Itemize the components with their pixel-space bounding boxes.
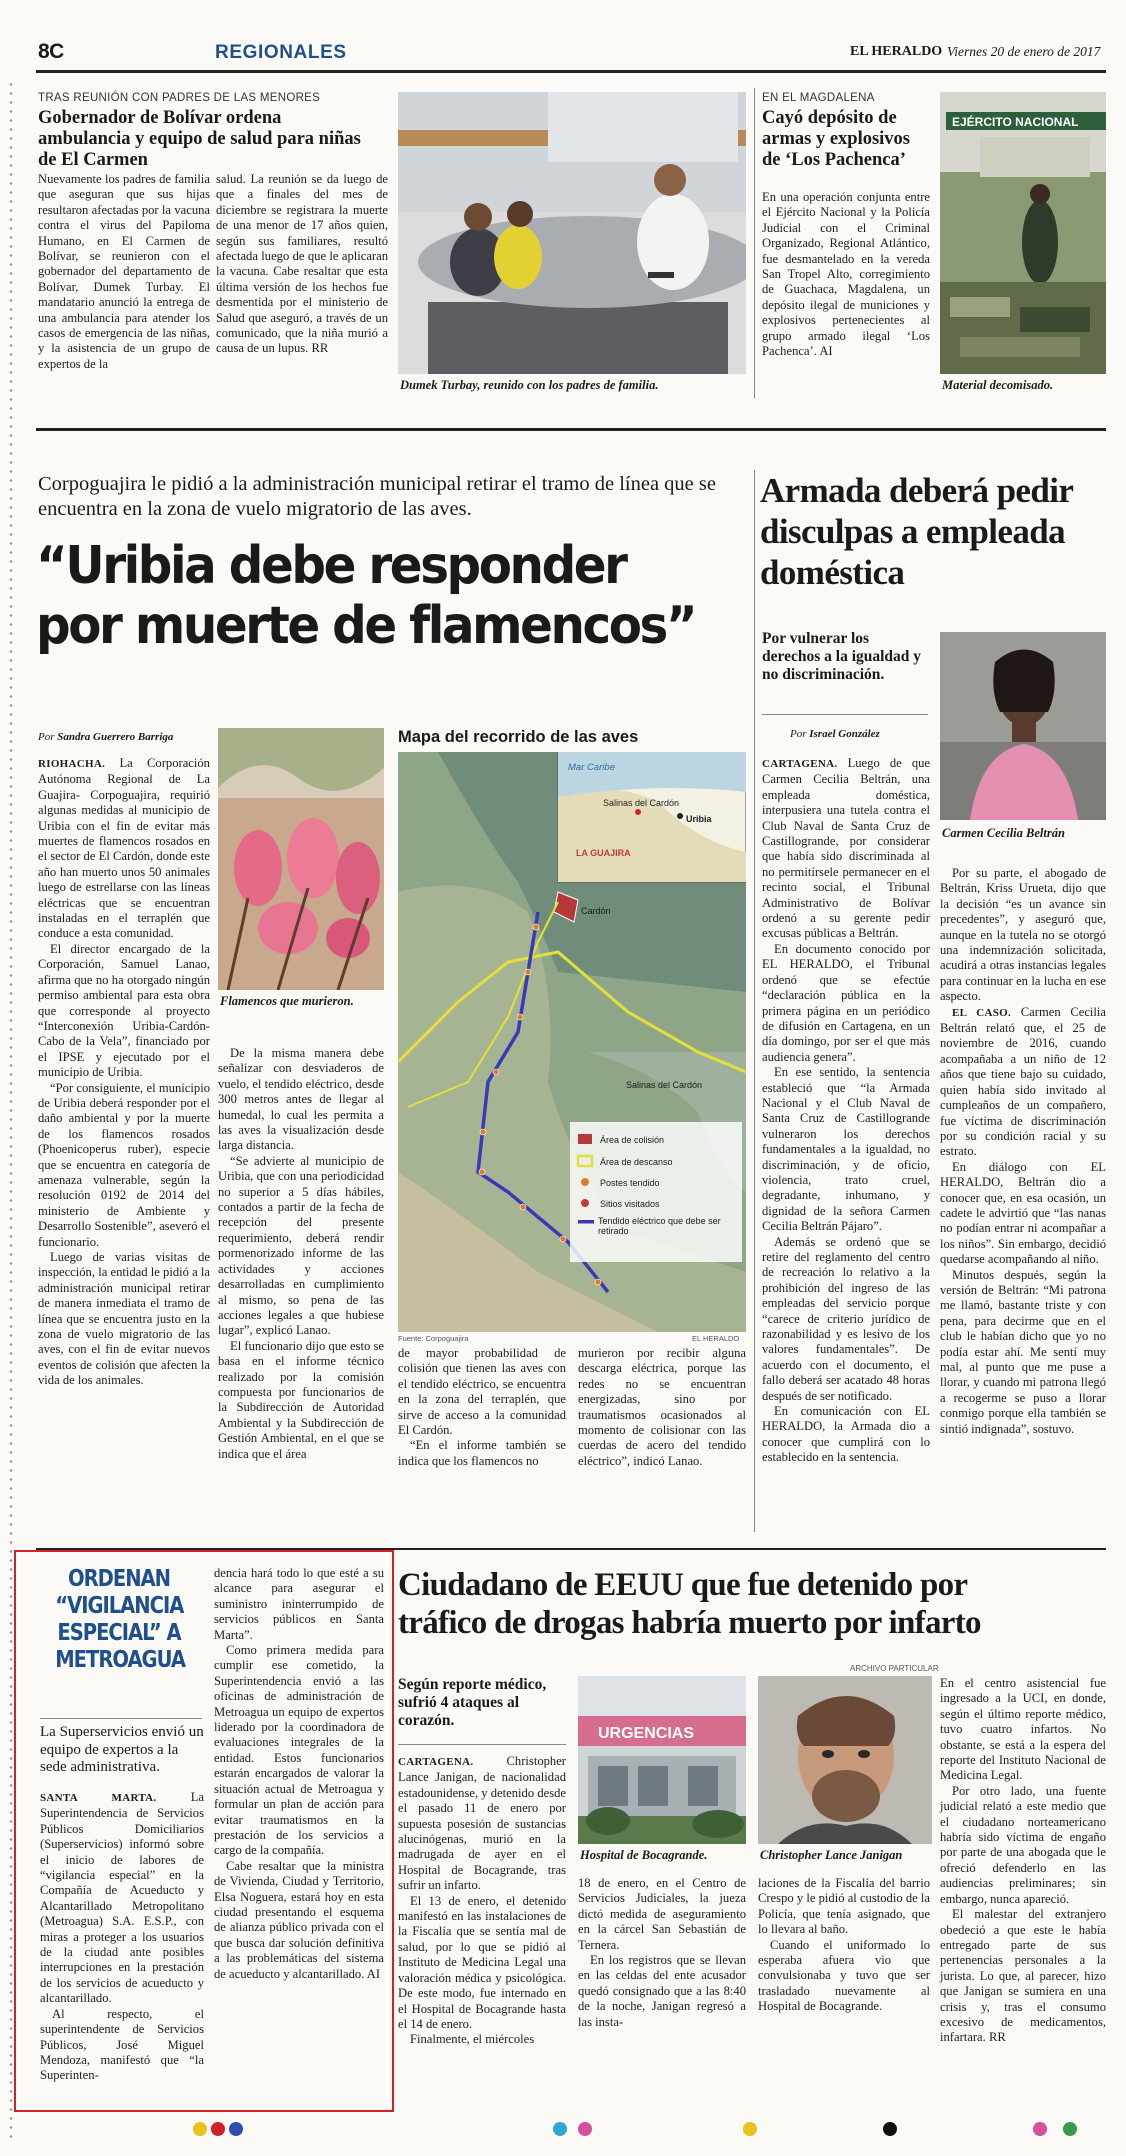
row1-bottom-rule [36,428,1106,431]
flamencos-lead: La Corporación Autónoma Regional de La Guajira- Corpoguajira, requirió algunas medidas al municipio de Uribia con el fin de evitar más muertes de flamencos rosados en el sector de El Cardón, donde este año han muerto unos 50 animales luego de estrellarse con las líneas eléctricas que se encuentran instaladas en el terraplén que conduce a esta comunidad. [38,756,210,941]
flamencos-c2p3: El funcionario dijo que esto se basa en el informe técnico realizado por la comisión compuesta por funcionarios de la Subdirección de Autoridad Ambiental y la Subdirección de Gestión Ambiental, en el que se indica que el área [218,1338,384,1461]
masthead-date: Viernes 20 de enero de 2017 [947,44,1101,59]
armada-c2p4: Minutos después, según la versión de Beltrán: “Mi patrona me llamó, bastante triste y con pena, para decirme que en el club le habían dicho que yo no podía estar ahí. Me sentí muy mal, al punto que me puse a llorar, y cuando mi patrona llegó a recogerme se puso a llorar conmigo porque ella también se sintió indignada”, sostuvo. [940,1267,1106,1436]
armada-byline [790,728,880,740]
photo-meeting [398,92,746,374]
map-figure [398,752,746,1332]
registration-marks [190,2120,1110,2138]
bolivar-col-2 [216,172,388,357]
bolivar-kicker: TRAS REUNIÓN CON PADRES DE LAS MENORES [38,92,321,104]
flamencos-col-4 [578,1346,746,1469]
map-inset-label1: Salinas del Cardón [603,798,680,808]
bolivar-headline: Gobernador de Bolívar ordena ambulancia y equipo de salud para niñas de El Carmen [38,108,361,170]
map-title: Mapa del recorrido de las aves [398,728,639,746]
magdalena-caption: Material decomisado. [942,378,1054,392]
vrule-2 [754,470,755,1532]
flamencos-caption: Flamencos que murieron. [220,994,354,1008]
armada-p3: En ese sentido, la sentencia estableció que “la Armada Nacional y el Club Naval de Santa Cruz de Castillogrande vulneraron los derechos fundamentales a la igualdad, no discriminación, y de oficio, violencia, trato cruel, degradante, inhumano, y dignidad de la señora Carmen Cecilia Beltrán Pájaro”. [762,1065,930,1234]
eeuu-headline-1: Ciudadano de EEUU que fue detenido por [398,1567,968,1603]
metroagua-c2: dencia hará todo lo que esté a su alcance para asegurar el suministro ininterrumpido de servicios públicos en Santa Marta”. [214,1566,384,1642]
armada-p2: En documento conocido por EL HERALDO, el Tribunal ordenó que se efectúe “declaración pública en la primera página en un periódico de difusión en Cartagena, en un día domingo, por ser el que más audiencia genera”. [762,941,930,1064]
eeuu-col-2 [578,1876,746,2030]
eeuu-photo-credit: ARCHIVO PARTICULAR [850,1664,939,1673]
flamencos-c2p1: De la misma manera debe señalizar con desviaderos de vuelo, el tendido eléctrico, desde 300 metros antes de llegar al humedal, lo cual les permita a las aves la visualización desde larga distancia. [218,1046,384,1153]
header-rule [36,70,1106,73]
byline-prefix: Por [38,731,55,743]
metroagua-col-1 [40,1790,204,2084]
eeuu-deck-rule [398,1744,566,1745]
armada-col-2 [940,866,1106,1437]
flamencos-col-1 [38,756,210,1389]
eeuu-deck: Según reporte médico, sufrió 4 ataques al corazón. [398,1676,547,1729]
eeuu-col-1 [398,1754,566,2048]
map-label-cardon: Cardón [581,906,611,916]
eeuu-c4p2: Por otro lado, una fuente judicial relató a este medio que el ciudadano norteamericano habría sido víctima de engaño por parte de una abogada que le ofreció defenderlo en las audiencias preliminares; sin embargo, nunca apareció. [940,1783,1106,1906]
metroagua-p2: Al respecto, el superintendente de Servicios Públicos, José Miguel Mendoza, manifestó que “la Superinten- [40,2006,204,2083]
photo-janigan [758,1676,932,1844]
armada-col-1 [762,756,930,1466]
bolivar-text-1: Nuevamente los padres de familia que aseguran que sus hijas resultaron afectadas por la vacuna contra el virus del Papiloma Humano, en El Carmen de Bolívar, se reunieron con el gobernador del departamento de Bolívar, Dumek Turbay. El mandatario anunció la entrega de una ambulancia para atender los casos de emergencia de las niñas, y la asistencia de un grupo de expertos de la [38,172,210,371]
photo-flamingos [218,728,384,990]
eeuu-c4p3: El malestar del extranjero obedeció a que este le había entregado parte de sus pertenencias personales a la jurista. Lo que, al parecer, hizo que Janigan se sumiera en una crisis y, tras el consumo excesivo de medicamentos, infartara. RR [940,1907,1106,2045]
armada-byline-author: Israel González [809,728,880,740]
metroagua-col-2 [214,1566,384,1982]
armada-lead: Luego de que Carmen Cecilia Beltrán, una empleada doméstica, interpusiera una tutela contra el Club Naval de Santa Cruz de Castillogrande, por considerar que había sido discriminada al no permitírsele permanecer en el recinto social, el Tribunal Administrativo de Bolívar ordenó a su gerente pedir excusas públicas a Beltrán. [762,756,930,941]
eeuu-headline-2: tráfico de drogas habría muerto por infarto [398,1605,981,1641]
flamencos-p2: El director encargado de la Corporación, Samuel Lanao, afirma que no ha otorgado ningún permiso ambiental para esta obra que corresponde al proyecto “Interconexión Uribia-Cardón-Cabo de la Vela”, financiado por el IPSE y ejecutado por el municipio de Uribia. [38,941,210,1080]
flamencos-col-3 [398,1346,566,1469]
map-source: Fuente: Corpoguajira [398,1334,469,1343]
map-credit: EL HERALDO [692,1334,740,1343]
flamencos-c2p2: “Se advierte al municipio de Uribia, que con una periodicidad no superior a 5 días hábiles, contados a partir de la fecha de recepción del presente requerimiento, deberá rendir pormenorizado informe de las actividades y acciones desarrolladas en cumplimiento al mismo, so pena de las acciones legales a que hubiese lugar”, explicó Lanao. [218,1153,384,1338]
metroagua-deck: La Superservicios envió un equipo de expertos a la sede administrativa. [40,1724,204,1775]
eeuu-col-3 [758,1876,930,2015]
legend-item-sites: Sitios visitados [600,1199,660,1209]
legend-item-collision: Área de colisión [600,1135,665,1145]
map-inset-label2: Uribia [686,814,712,824]
eeuu-col-4 [940,1676,1106,2046]
map-label-salinas: Salinas del Cardón [626,1080,703,1090]
legend-item-rest: Área de descanso [600,1157,673,1167]
flamencos-c3p2: “En el informe también se indica que los flamencos no [398,1438,566,1468]
flamencos-c3: de mayor probabilidad de colisión que tienen las aves con el tendido eléctrico, se encuentra en la zona del terraplén, que sirve de acceso a la comunidad El Cardón. [398,1346,566,1438]
flamencos-p3: “Por consiguiente, el municipio de Uribia deberá responder por el daño ambiental y por la muerte de los flamencos rosados (Phoenicoperus ruber), especie que se encuentra en categoría de amenaza vulnerable, según la resolución 0192 de 2014 del ministerio de Ambiente y Desarrollo Sostenible”, aseveró el funcionario. [38,1080,210,1249]
metroagua-c2p3: Cabe resaltar que la ministra de Vivienda, Ciudad y Territorio, Elsa Noguera, estará hoy en esta ciudad presentando el esquema de alianza público privada con el que busca dar solución definitiva a las problemáticas del sistema de acueducto y alcantarillado. AI [214,1858,384,1981]
flamencos-c4: murieron por recibir alguna descarga eléctrica, porque las redes no se encuentran energizadas, sino por traumatismos ocasionados al momento de colisionar con las cuerdas de acero del tendido eléctrico”, indicó Lanao. [578,1346,746,1468]
magdalena-col [762,190,930,359]
eeuu-caption-1: Hospital de Bocagrande. [580,1848,708,1862]
eeuu-c3: laciones de la Fiscalía del barrio Crespo y le pidió al custodio de la Policía, que tenía asignado, que lo llevara al baño. [758,1876,930,1937]
bolivar-col-1 [38,172,210,372]
eeuu-c4: En el centro asistencial fue ingresado a la UCI, en donde, según el último reporte médico, tuvo cuatro infartos. No obstante, se está a la espera del reporte del Instituto Nacional de Medicina Legal. [940,1676,1106,1783]
legend-item-line: Tendido eléctrico que debe ser retirado [598,1216,721,1236]
photo-weapons [940,92,1106,374]
magdalena-headline: Cayó depósito de armas y explosivos de ‘Los Pachenca’ [762,108,910,170]
eeuu-headline [398,1566,1108,1642]
armada-case-label: EL CASO. [952,1006,1012,1019]
magdalena-text: En una operación conjunta entre el Ejército Nacional y la Policía Judicial con el Criminal Organizado, Regional Atlántico, fue desmantelado en la vereda San Tropel Alto, corregimiento de Guachaca, Magdalena, un depósito ilegal de municiones y explosivos pertenecientes al grupo armado ilegal ‘Los Pachenca’. AI [762,190,930,359]
flamencos-dateline: RIOHACHA. [38,758,106,770]
armada-deck: Por vulnerar los derechos a la igualdad y no discriminación. [762,630,922,683]
byline-author: Sandra Guerrero Barriga [57,731,174,743]
flamencos-headline [36,536,706,656]
flamencos-p4: Luego de varias visitas de inspección, la entidad le pidió a la administración municipal retirar de manera inmediata el tramo de línea que se encuentra justo en la zona de vuelo migratorio de las aves, con el fin de evitar nuevos eventos de colisión que afecten la vida de los animales. [38,1250,210,1388]
weapons-banner: EJÉRCITO NACIONAL [952,115,1079,129]
masthead-name: EL HERALDO [850,44,943,59]
eeuu-c2: 18 de enero, en el Centro de Servicios Judiciales, la jueza dictó medida de aseguramiento en la cárcel San Sebastián de Ternera. [578,1876,746,1952]
metroagua-headline: ORDENAN “VIGILANCIA ESPECIAL” A METROAGUA [55,1566,185,1673]
eeuu-lead: Christopher Lance Janigan, de nacionalidad estadounidense, y detenido desde el pasado 11 de enero por supuesta posesión de sustancias alucinógenas, murió en la madrugada de ayer en el Hospital de Bocagrande, tras sufrir un infarto. [398,1754,566,1893]
eeuu-p2: El 13 de enero, el detenido manifestó en las instalaciones de la Fiscalía que se sentía mal de salud, por lo que se pidió al Instituto de Medicina Legal una valoración médica y psicológica. De este modo, fue internado en el Hospital de Bocagrande hasta el 14 de enero. [398,1893,566,2031]
vrule-1 [754,88,755,398]
eeuu-c3p2: Cuando el uniformado lo esperaba afuera vio que convulsionaba y tuvo que ser trasladado nuevamente al Hospital de Bocagrande. [758,1937,930,2014]
armada-headline: Armada deberá pedir disculpas a empleada doméstica [760,471,1073,592]
armada-c2p2: Carmen Cecilia Beltrán relató que, el 25 de noviembre de 2016, cuando acompañaba a un niño de 12 años que tiene bajo su cuidado, quien había sido invitado al cumpleaños de un compañero, fue víctima de discriminación por su condición racial y su estrato. [940,1004,1107,1159]
map-inset-region: LA GUAJIRA [576,848,631,858]
eeuu-dateline: CARTAGENA. [398,1756,474,1768]
eeuu-c2p2: En los registros que se llevan en las celdas del ente acusador quedó consignado que a las 8:40 de la noche, Janigan regresó a las insta- [578,1953,746,2029]
map-inset-sea: Mar Caribe [568,762,615,773]
headline-line-2: por muerte de flamencos” [36,596,696,656]
armada-p5: En comunicación con EL HERALDO, la Armada dio a conocer que cumplirá con lo establecido en la sentencia. [762,1404,930,1465]
legend-item-poles: Postes tendido [600,1178,660,1188]
metroagua-c2p2: Como primera medida para cumplir ese cometido, la Superintendencia envió a las oficinas de administración de Metroagua un equipo de expertos liderado por la coordinadora de evaluaciones integrales de la entidad. Estos funcionarios estarán encargados de valorar la situación actual de Metroagua y formular un plan de acción para evitar traumatismos en la prestación de los servicios a cargo de la compañía. [214,1643,384,1858]
magdalena-kicker: EN EL MAGDALENA [762,92,875,104]
photo-carmen [940,632,1106,820]
eeuu-p3: Finalmente, el miércoles [410,2032,535,2047]
armada-p4: Además se ordenó que se retire del reglamento del centro de recreación lo relativo a la prohibición del ingreso de las empleadas del servicio porque “carece de criterio jurídico de razonabilidad y es lesivo de los valores fundamentales”. De acuerdo con el documento, el fallo deberá ser acatado 48 horas después de ser notificado. [762,1234,930,1403]
armada-dateline: CARTAGENA. [762,758,838,770]
flamencos-subhead: Corpoguajira le pidió a la administración municipal retirar el tramo de línea que se encuentra en la zona de vuelo migratorio de las aves. [38,473,716,520]
armada-caption: Carmen Cecilia Beltrán [942,826,1065,840]
armada-byline-prefix: Por [790,728,807,740]
armada-c2p1: Por su parte, el abogado de Beltrán, Kriss Urueta, dijo que la decisión “es un avance sin precedentes”, y aseguró que, aunque en la tutela no se otorgó una indemnización solicitada, acudirá a otras instancias legales para continuar en la lucha en ese aspecto. [940,866,1106,1004]
page-number: 8C [38,40,64,63]
bolivar-caption: Dumek Turbay, reunido con los padres de familia. [400,378,659,392]
photo-hospital [578,1676,746,1844]
armada-c2p3: En diálogo con EL HERALDO, Beltrán dio a conocer que, en esa ocasión, un cadete le advirtió que “las nanas no podían entrar ni acompañar a los niños”. Sin embargo, decidió quedarse acompañando al niño. [940,1159,1106,1267]
metroagua-dateline: SANTA MARTA. [40,1792,157,1804]
metroagua-deck-rule [40,1718,202,1719]
armada-deck-rule [762,714,928,715]
eeuu-caption-2: Christopher Lance Janigan [760,1848,903,1862]
bolivar-text-2: salud. La reunión se da luego de que a finales del mes de diciembre se registrara la muerte de una menor de 17 años quien, según sus familiares, resultó afectada luego de que le aplicaran la vacuna. Cabe resaltar que esta última versión de los hechos fue desmentida por el ministerio de Salud que aseguró, a través de un comunicado, que la niña murió a causa de un lupus. RR [216,172,388,356]
hospital-sign: URGENCIAS [598,1725,695,1742]
section-name: REGIONALES [215,42,347,63]
flamencos-byline [38,731,173,743]
flamencos-col-2 [218,1046,384,1462]
metroagua-lead: La Superintendencia de Servicios Públicos Domiciliarios (Superservicios) informó sobre el inicio de labores de “vigilancia especial” en la Compañía de Acueducto y Alcantarillado Metropolitano (Metroagua) S.A. E.S.P., con miras a proteger a los usuarios de la ciudad ante posibles interrupciones en la prestación de los servicios de acueducto y alcantarillado. [40,1790,204,2006]
headline-line-1: “Uribia debe responder [36,536,626,596]
